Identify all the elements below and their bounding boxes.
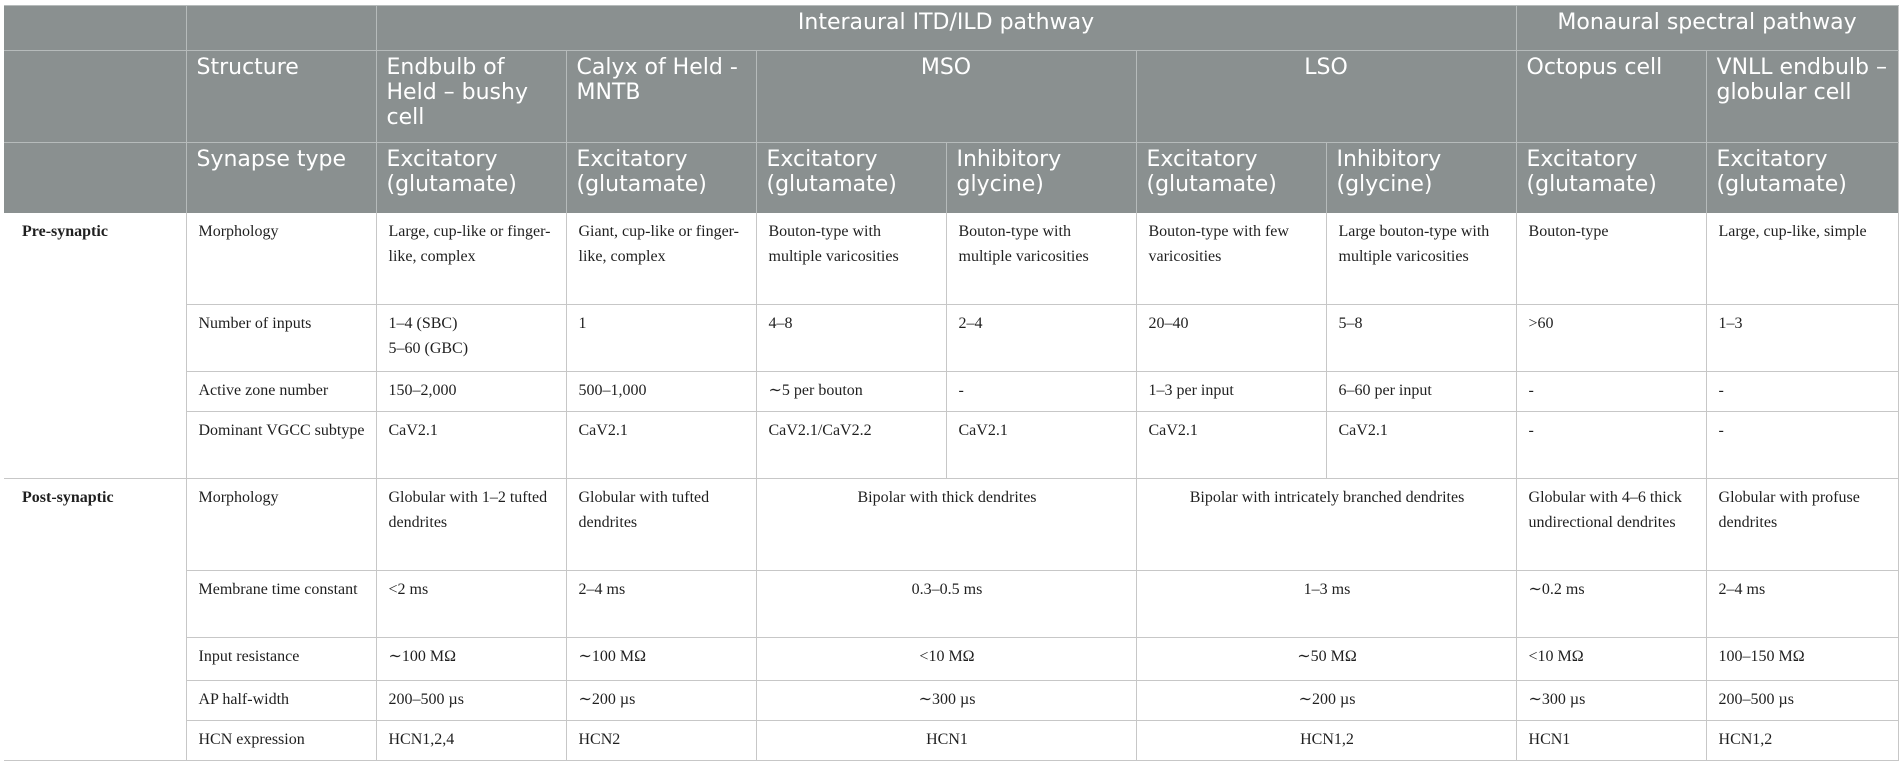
table-cell: CaV2.1 (376, 412, 566, 479)
table-cell: - (1706, 371, 1898, 412)
structure-vnll: VNLL endbulb – globular cell (1706, 51, 1898, 143)
table-cell: Bouton-type (1516, 213, 1706, 305)
pathway-monaural-heading: Monaural spectral pathway (1516, 6, 1898, 51)
cell-line: 1–4 (SBC) (388, 314, 458, 332)
synapse-comparison-table (4, 5, 1899, 761)
header-blank (186, 6, 376, 51)
table-cell: 0.3–0.5 ms (756, 570, 1136, 637)
table-row (4, 213, 1898, 305)
header-row-synapse-types (4, 143, 1898, 213)
row-label: Dominant VGCC subtype (186, 412, 376, 479)
synapse-type-mso-inh: Inhibitory glycine) (946, 143, 1136, 213)
synapse-type-lso-exc: Excitatory (glutamate) (1136, 143, 1326, 213)
header-corner (4, 143, 186, 213)
table-cell: HCN1 (756, 721, 1136, 761)
table-cell: 1–3 (1706, 304, 1898, 371)
table-cell: CaV2.1 (566, 412, 756, 479)
table-row (4, 570, 1898, 637)
table-cell: Bouton-type with few varicosities (1136, 213, 1326, 305)
table-cell: Large, cup-like, simple (1706, 213, 1898, 305)
table-cell: ∼300 µs (756, 680, 1136, 721)
table-row (4, 721, 1898, 761)
table-cell: Bouton-type with multiple varicosities (756, 213, 946, 305)
table-row (4, 371, 1898, 412)
structure-mso: MSO (756, 51, 1136, 143)
row-label: HCN expression (186, 721, 376, 761)
table-cell: Giant, cup-like or finger-like, complex (566, 213, 756, 305)
table-cell: 1 (566, 304, 756, 371)
table-cell: <2 ms (376, 570, 566, 637)
row-label: Number of inputs (186, 304, 376, 371)
table-cell: 1–3 ms (1136, 570, 1516, 637)
table-cell: >60 (1516, 304, 1706, 371)
structure-label: Structure (186, 51, 376, 143)
table-cell: CaV2.1 (946, 412, 1136, 479)
structure-lso: LSO (1136, 51, 1516, 143)
table-cell: Globular with 1–2 tufted dendrites (376, 479, 566, 571)
table-cell: Bouton-type with multiple varicosities (946, 213, 1136, 305)
table-row (4, 304, 1898, 371)
pathway-itd-ild-heading: Interaural ITD/ILD pathway (376, 6, 1516, 51)
table-cell: Large bouton-type with multiple varicosities (1326, 213, 1516, 305)
table-cell: Globular with 4–6 thick undirectional dendrites (1516, 479, 1706, 571)
synapse-type-mso-exc: Excitatory (glutamate) (756, 143, 946, 213)
table-cell: 20–40 (1136, 304, 1326, 371)
section-post-synaptic: Post-synaptic (4, 479, 186, 761)
table-cell: 5–8 (1326, 304, 1516, 371)
structure-octopus: Octopus cell (1516, 51, 1706, 143)
table-cell: Large, cup-like or finger-like, complex (376, 213, 566, 305)
table-cell: HCN1,2 (1136, 721, 1516, 761)
table-cell: HCN1 (1516, 721, 1706, 761)
table-cell: HCN2 (566, 721, 756, 761)
table-row (4, 412, 1898, 479)
table-cell: - (1516, 412, 1706, 479)
row-label: Input resistance (186, 637, 376, 680)
table-cell: CaV2.1 (1136, 412, 1326, 479)
table-cell: HCN1,2,4 (376, 721, 566, 761)
table-cell: ∼300 µs (1516, 680, 1706, 721)
row-label: Morphology (186, 213, 376, 305)
synapse-type-vnll: Excitatory (glutamate) (1706, 143, 1898, 213)
table-cell: ∼0.2 ms (1516, 570, 1706, 637)
row-label: Membrane time constant (186, 570, 376, 637)
synapse-type-endbulb: Excitatory (glutamate) (376, 143, 566, 213)
table-cell: 500–1,000 (566, 371, 756, 412)
table-cell: <10 MΩ (756, 637, 1136, 680)
table-cell (376, 304, 566, 371)
table-cell: 2–4 ms (1706, 570, 1898, 637)
table-cell: - (1516, 371, 1706, 412)
table-cell: 100–150 MΩ (1706, 637, 1898, 680)
cell-line: 5–60 (GBC) (388, 339, 469, 357)
table-cell: 2–4 ms (566, 570, 756, 637)
header-row-structures (4, 51, 1898, 143)
synapse-type-calyx: Excitatory (glutamate) (566, 143, 756, 213)
synapse-type-octopus: Excitatory (glutamate) (1516, 143, 1706, 213)
row-label: Active zone number (186, 371, 376, 412)
table-cell: <10 MΩ (1516, 637, 1706, 680)
table-cell: 2–4 (946, 304, 1136, 371)
table-cell: 4–8 (756, 304, 946, 371)
table-cell: 200–500 µs (1706, 680, 1898, 721)
table-cell: ∼5 per bouton (756, 371, 946, 412)
structure-calyx: Calyx of Held - MNTB (566, 51, 756, 143)
synapse-type-lso-inh: Inhibitory (glycine) (1326, 143, 1516, 213)
header-row-pathways (4, 6, 1898, 51)
table-row (4, 479, 1898, 571)
table-cell: 1–3 per input (1136, 371, 1326, 412)
table-cell: ∼100 MΩ (376, 637, 566, 680)
section-pre-synaptic: Pre-synaptic (4, 213, 186, 479)
row-label: Morphology (186, 479, 376, 571)
table-cell: ∼200 µs (566, 680, 756, 721)
synapse-type-label: Synapse type (186, 143, 376, 213)
table-cell: HCN1,2 (1706, 721, 1898, 761)
table-row (4, 637, 1898, 680)
table-cell: Globular with tufted dendrites (566, 479, 756, 571)
header-corner (4, 51, 186, 143)
table-cell: ∼100 MΩ (566, 637, 756, 680)
table-cell: 150–2,000 (376, 371, 566, 412)
table-cell: Bipolar with thick dendrites (756, 479, 1136, 571)
table-cell: CaV2.1 (1326, 412, 1516, 479)
table-cell: Globular with profuse dendrites (1706, 479, 1898, 571)
header-corner (4, 6, 186, 51)
table-cell: 6–60 per input (1326, 371, 1516, 412)
table-cell: - (946, 371, 1136, 412)
table-cell: 200–500 µs (376, 680, 566, 721)
table-row (4, 680, 1898, 721)
row-label: AP half-width (186, 680, 376, 721)
structure-endbulb: Endbulb of Held – bushy cell (376, 51, 566, 143)
table-cell: - (1706, 412, 1898, 479)
table-cell: Bipolar with intricately branched dendrites (1136, 479, 1516, 571)
table-cell: ∼200 µs (1136, 680, 1516, 721)
table-cell: CaV2.1/CaV2.2 (756, 412, 946, 479)
table-cell: ∼50 MΩ (1136, 637, 1516, 680)
